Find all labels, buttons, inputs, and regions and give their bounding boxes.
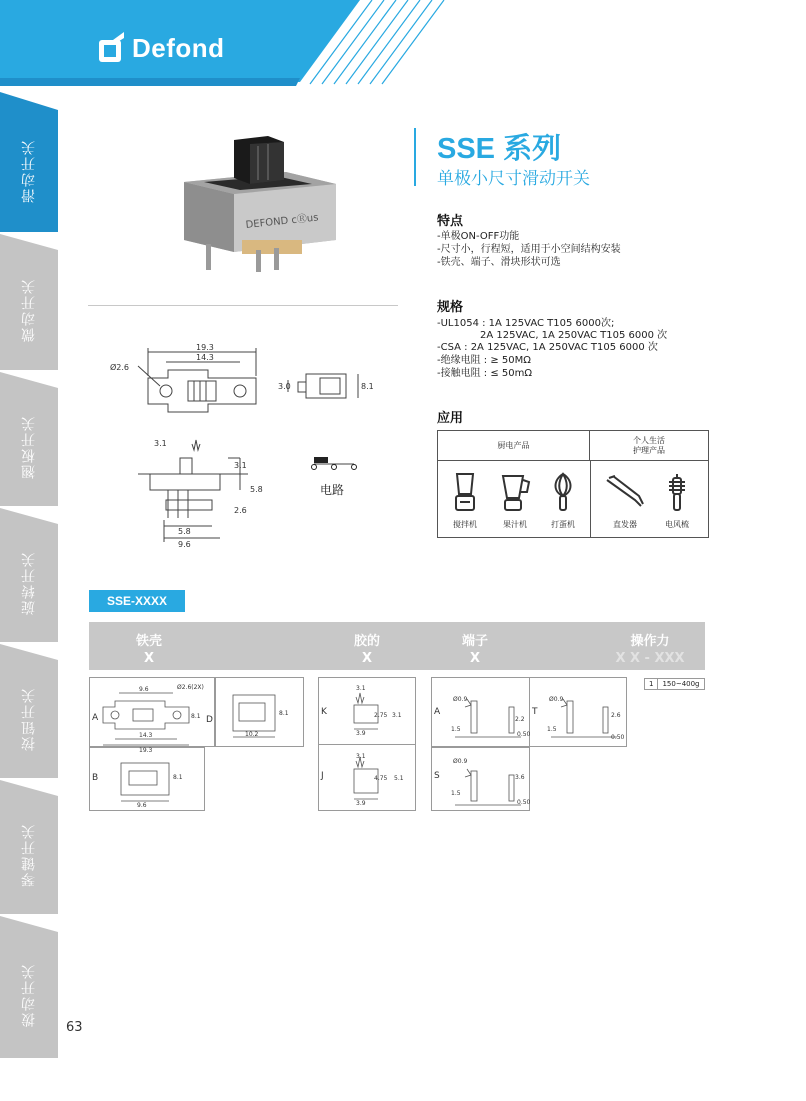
dim-label: 4.75: [374, 775, 388, 782]
dim-label: 5.1: [394, 775, 404, 782]
dim-3-1a: 3.1: [154, 439, 167, 448]
spec-item: -接触电阻 : ≤ 50mΩ: [437, 368, 532, 379]
dim-label: 2.2: [515, 716, 525, 723]
dim-label: 3.1: [356, 753, 366, 760]
dim-label: 3.1: [356, 685, 366, 692]
option-letter: S: [434, 771, 440, 781]
dim-3-0: 3.0: [278, 382, 291, 391]
column-housing: [119, 630, 179, 666]
hair-straightener-icon: [605, 474, 645, 510]
dim-label: Ø0.9: [453, 758, 468, 765]
app-label: 果汁机: [503, 520, 527, 529]
app-whisk: [538, 471, 588, 530]
group-personal-care-line1: 个人生活: [633, 436, 665, 445]
side-tab-label: 琴键开关: [21, 823, 37, 887]
column-label: 端子: [461, 634, 488, 649]
feature-item: -单极ON-OFF功能: [437, 231, 520, 242]
dim-label: 8.1: [173, 774, 183, 781]
circuit-terminal-icon: [332, 465, 337, 470]
dim-label: 3.6: [515, 774, 525, 781]
dim-label: 3.9: [356, 730, 366, 737]
group-divider: [590, 461, 591, 537]
ordering-code-tag: SSE-XXXX: [89, 590, 185, 612]
juicer-icon: [499, 472, 531, 512]
app-blender: [440, 471, 490, 530]
spec-item: -UL1054 : 1A 125VAC T105 6000次;: [437, 318, 615, 329]
app-label: 搅拌机: [453, 520, 477, 529]
dim-label: 1.5: [451, 790, 461, 797]
side-tab-slide-switch[interactable]: [0, 112, 58, 230]
app-juicer: [490, 471, 540, 530]
product-title: SSE 系列: [437, 133, 562, 165]
column-knob: [337, 630, 397, 666]
side-tab-piano-switch[interactable]: [0, 798, 58, 912]
photo-marking: DEFOND cⓇus: [245, 212, 319, 231]
product-subtitle: 单极小尺寸滑动开关: [437, 169, 590, 189]
app-label: 电风梳: [665, 520, 689, 529]
dim-label: 0.50: [517, 731, 531, 738]
column-value: X X - XXX: [615, 651, 685, 666]
dim-label: 10.2: [245, 731, 259, 738]
dim-9-6: 9.6: [178, 540, 191, 549]
spec-item: 2A 125VAC, 1A 250VAC T105 6000 次: [480, 330, 668, 341]
dim-label: 9.6: [137, 802, 147, 809]
dim-label: 19.3: [139, 747, 153, 754]
hot-air-brush-icon: [667, 472, 687, 512]
dim-14-3: 14.3: [196, 353, 214, 362]
option-letter: A: [434, 707, 441, 717]
dim-label: Ø0.9: [549, 696, 564, 703]
dim-label: 8.1: [279, 710, 289, 717]
option-letter: J: [321, 771, 324, 781]
force-option: [644, 678, 705, 690]
option-letter: B: [92, 773, 99, 783]
dim-label: 9.6: [139, 686, 149, 693]
option-letter: A: [92, 713, 99, 723]
applications-heading: 应用: [437, 411, 464, 426]
dim-label: 3.9: [356, 800, 366, 807]
dim-label: 2.75: [374, 712, 388, 719]
side-tab-label: 按钮开关: [21, 687, 37, 751]
knob-drawings: [318, 677, 416, 811]
header-banner: [0, 0, 806, 92]
circuit-contact-icon: [314, 457, 328, 463]
dim-5-8b: 5.8: [178, 527, 191, 536]
dim-label: 0.50: [611, 734, 625, 741]
column-value: X: [469, 651, 481, 666]
terminal-drawings: [431, 677, 627, 811]
group-personal-care-line2: 护理产品: [633, 446, 665, 455]
column-label: 铁壳: [135, 634, 162, 649]
side-tab-push-switch[interactable]: [0, 662, 58, 776]
dim-3-1b: 3.1: [234, 461, 247, 470]
title-accent-line: [414, 128, 416, 186]
group-kitchen: 厨电产品: [438, 431, 590, 461]
column-value: X: [143, 651, 155, 666]
app-hair-straightener: [600, 471, 650, 530]
side-tab-toggle-switch[interactable]: [0, 934, 58, 1056]
side-tab-micro-switch[interactable]: [0, 252, 58, 368]
dim-label: 14.3: [139, 732, 153, 739]
app-label: 打蛋机: [551, 520, 575, 529]
dim-label: 0.50: [517, 799, 531, 806]
dim-2-6: 2.6: [234, 506, 247, 515]
features-heading: 特点: [437, 214, 464, 229]
dim-label: 8.1: [191, 713, 201, 720]
dim-label: 3.1: [392, 712, 402, 719]
circuit-terminal-icon: [352, 465, 357, 470]
product-photo: [176, 132, 346, 280]
side-tab-label: 微动开关: [21, 278, 37, 342]
feature-item: -尺寸小，行程短，适用于小空间结构安装: [437, 244, 621, 255]
force-code: 1: [645, 679, 658, 689]
ordering-code-bar: [89, 622, 705, 670]
option-letter: D: [206, 715, 213, 725]
circuit-terminal-icon: [312, 465, 317, 470]
circuit-label: 电路: [320, 483, 345, 497]
logo-mark-icon: [98, 32, 126, 64]
whisk-icon: [552, 472, 574, 512]
dim-label: 1.5: [451, 726, 461, 733]
technical-drawing: [108, 340, 408, 550]
side-tab-label: 翘板开关: [21, 415, 37, 479]
dim-label: 1.5: [547, 726, 557, 733]
dim-label: Ø2.6(2X): [177, 684, 204, 691]
column-force: [605, 630, 695, 666]
dim-label: 2.6: [611, 712, 621, 719]
dim-5-8a: 5.8: [250, 485, 263, 494]
column-label: 胶的: [353, 634, 380, 649]
dim-8-1: 8.1: [361, 382, 374, 391]
page-number: 63: [66, 1020, 83, 1035]
option-letter: K: [321, 707, 327, 717]
housing-drawings: [89, 677, 305, 811]
column-terminal: [445, 630, 505, 666]
app-hot-air-brush: [652, 471, 702, 530]
column-value: X: [361, 651, 373, 666]
feature-item: -铁壳、端子、滑块形状可选: [437, 257, 561, 268]
app-label: 直发器: [613, 520, 637, 529]
group-personal-care: [590, 431, 708, 461]
force-value: 150~400g: [662, 680, 700, 688]
blender-icon: [451, 472, 479, 512]
option-letter: T: [532, 707, 538, 717]
dim-hole: Ø2.6: [110, 363, 130, 372]
dim-19-3: 19.3: [196, 343, 214, 352]
spec-item: -CSA : 2A 125VAC, 1A 250VAC T105 6000 次: [437, 342, 658, 353]
side-tab-label: 拨动开关: [21, 963, 37, 1027]
specs-heading: 规格: [437, 300, 464, 315]
brand-logo: [98, 32, 225, 64]
brand-name: Defond: [132, 32, 225, 63]
applications-table: [437, 430, 709, 538]
side-tab-rocker-switch[interactable]: [0, 390, 58, 504]
side-tab-label: 旋转开关: [21, 551, 37, 615]
spec-item: -绝缘电阻 : ≥ 50MΩ: [437, 355, 531, 366]
dim-label: Ø0.9: [453, 696, 468, 703]
side-tab-rotary-switch[interactable]: [0, 526, 58, 640]
side-tab-label: 滑动开关: [21, 139, 37, 203]
divider: [88, 305, 398, 306]
column-label: 操作力: [630, 634, 670, 649]
